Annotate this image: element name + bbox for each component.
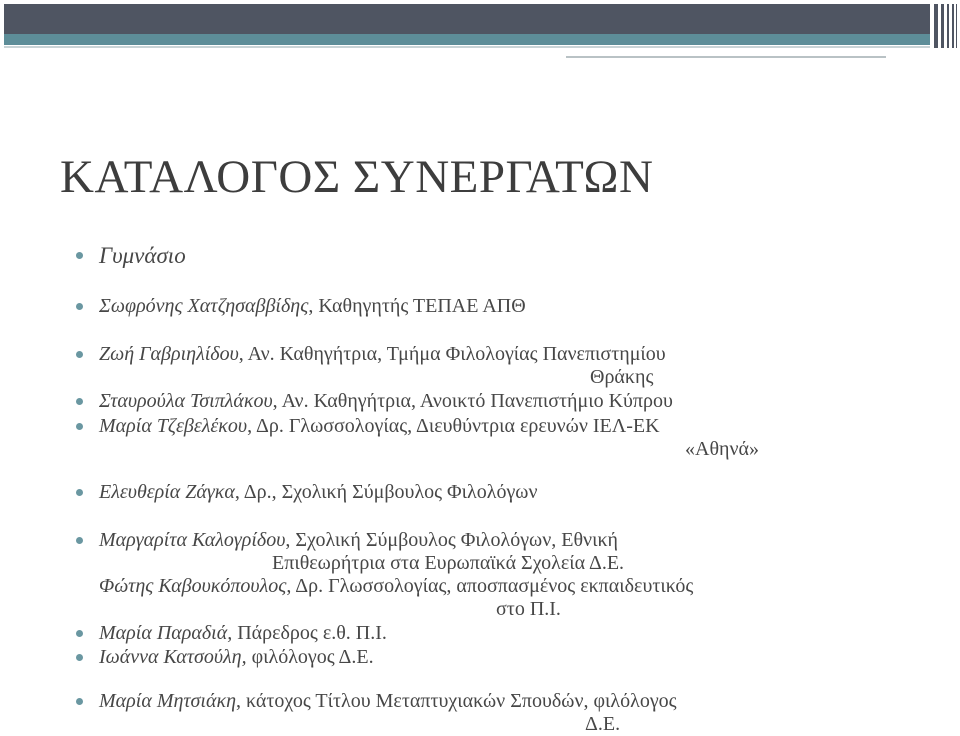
person-role: , κάτοχος Τίτλου Μεταπτυχιακών Σπουδών, φιλόλογος [236,690,677,712]
slide-title: ΚΑΤΑΛΟΓΟΣ ΣΥΝΕΡΓΑΤΩΝ [60,151,654,203]
bullet-dot [76,537,83,544]
person-name: Σωφρόνης Χατζησαββίδης [99,295,309,317]
item-line [99,244,186,267]
bullet-dot [76,423,83,430]
top-teal-bar [4,34,930,45]
item-line [99,481,538,504]
person-role: , Αν. Καθηγήτρια, Ανοικτό Πανεπιστήμιο Κύπρου [272,390,673,412]
item-line [99,575,693,598]
person-role: , Καθηγητής ΤΕΠΑΕ ΑΠΘ [308,295,526,317]
bullet-dot [76,303,83,310]
decor-stripe [934,4,938,48]
person-name: Μαρία Μητσιάκη [99,690,236,712]
person-role: , Σχολική Σύμβουλος Φιλολόγων, Εθνική [285,529,618,551]
bullet-dot [76,489,83,496]
continuation-line: Θράκης [590,366,654,388]
decor-stripe [947,4,949,48]
person-name: Φώτης Καβουκόπουλος [99,575,287,597]
person-name: Ζωή Γαβριηλίδου [99,343,239,365]
item-line [99,622,387,645]
person-name: Σταυρούλα Τσιπλάκου [99,390,273,412]
continuation-line: Επιθεωρήτρια στα Ευρωπαϊκά Σχολεία Δ.Ε. [272,552,625,574]
person-role: Πάρεδρος ε.θ. Π.Ι. [232,622,387,644]
decor-stripe [941,4,944,48]
item-line [99,295,526,318]
continuation-line: Δ.Ε. [585,713,621,735]
continuation-line: στο Π.Ι. [496,598,561,620]
bullet-dot [76,630,83,637]
person-name: Ιωάννα Κατσούλη, [99,646,247,668]
bullet-dot [76,398,83,405]
decor-stripe [956,4,957,48]
person-role: , Δρ. Γλωσσολογίας, αποσπασμένος εκπαιδευτικός [286,575,694,597]
item-line [99,529,618,552]
item-line [99,390,673,413]
person-name: Ελευθερία Ζάγκα [99,481,235,503]
item-line [99,415,660,438]
item-line [99,343,666,366]
person-role: , Δρ. Γλωσσολογίας, Διευθύντρια ερευνών ΙΕΛ-ΕΚ [247,415,660,437]
bullet-dot [76,252,83,259]
person-name: Μαργαρίτα Καλογρίδου [99,529,286,551]
person-name: Μαρία Παραδιά, [99,622,233,644]
decor-tick-line [566,56,886,58]
person-role: , Δρ., Σχολική Σύμβουλος Φιλολόγων [234,481,538,503]
item-line [99,690,677,713]
person-name: Μαρία Τζεβελέκου [99,415,248,437]
item-line [99,646,374,669]
section-heading: Γυμνάσιο [99,243,186,268]
decor-stripe [952,4,954,48]
bullet-dot [76,698,83,705]
top-thin-line [4,46,930,48]
bullet-dot [76,654,83,661]
top-dark-bar [4,4,930,34]
person-role: , Αν. Καθηγήτρια, Τμήμα Φιλολογίας Πανεπιστημίου [238,343,666,365]
continuation-line: «Αθηνά» [685,438,760,460]
bullet-dot [76,351,83,358]
person-role: φιλόλογος Δ.Ε. [246,646,374,668]
top-decor-band [0,0,960,50]
